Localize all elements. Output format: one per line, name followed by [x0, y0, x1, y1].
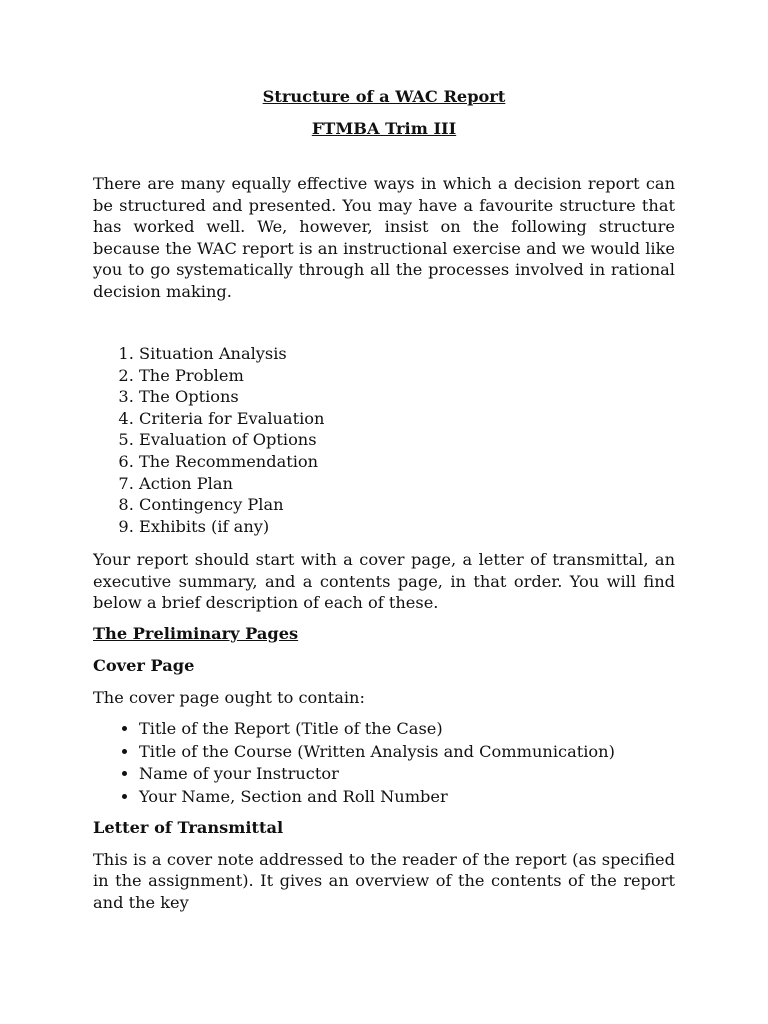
page-subtitle: FTMBA Trim III	[311, 118, 457, 138]
list-item: 1. Situation Analysis	[139, 343, 675, 365]
cover-page-intro: The cover page ought to contain:	[93, 687, 365, 707]
list-item: • Title of the Report (Title of the Case)	[139, 718, 675, 741]
document-page	[93, 86, 675, 913]
list-item: 4. Criteria for Evaluation	[139, 408, 675, 430]
cover-page-contents-list	[93, 718, 675, 808]
list-item: 7. Action Plan	[139, 473, 675, 495]
list-item: 2. The Problem	[139, 365, 675, 387]
list-item: 3. The Options	[139, 386, 675, 408]
list-item: • Title of the Course (Written Analysis and Communication)	[139, 741, 675, 764]
list-item: 9. Exhibits (if any)	[139, 516, 675, 538]
list-item: • Name of your Instructor	[139, 763, 675, 786]
structure-list	[93, 343, 675, 537]
intro-paragraph: There are many equally effective ways in which a decision report can be structured and presented. You may have a favourite structure that has worked well. We, however, insist on the following structure because the WAC report is an instructional exercise and we would like you to go systematically through all the processes involved in rational decision making.	[93, 174, 675, 301]
list-item: • Your Name, Section and Roll Number	[139, 786, 675, 809]
list-item: 5. Evaluation of Options	[139, 429, 675, 451]
letter-of-transmittal-heading: Letter of Transmittal	[93, 818, 284, 838]
letter-of-transmittal-paragraph: This is a cover note addressed to the reader of the report (as specified in the assignment). It gives an overview of the contents of the report and the key	[93, 849, 675, 912]
preliminary-pages-heading: The Preliminary Pages	[93, 623, 299, 643]
page-title: Structure of a WAC Report	[262, 87, 506, 106]
report-order-paragraph: Your report should start with a cover page, a letter of transmittal, an executive summary, and a contents page, in that order. You will find below a brief description of each of these.	[93, 550, 675, 613]
list-item: 6. The Recommendation	[139, 451, 675, 473]
list-item: 8. Contingency Plan	[139, 494, 675, 516]
cover-page-heading: Cover Page	[93, 656, 195, 676]
